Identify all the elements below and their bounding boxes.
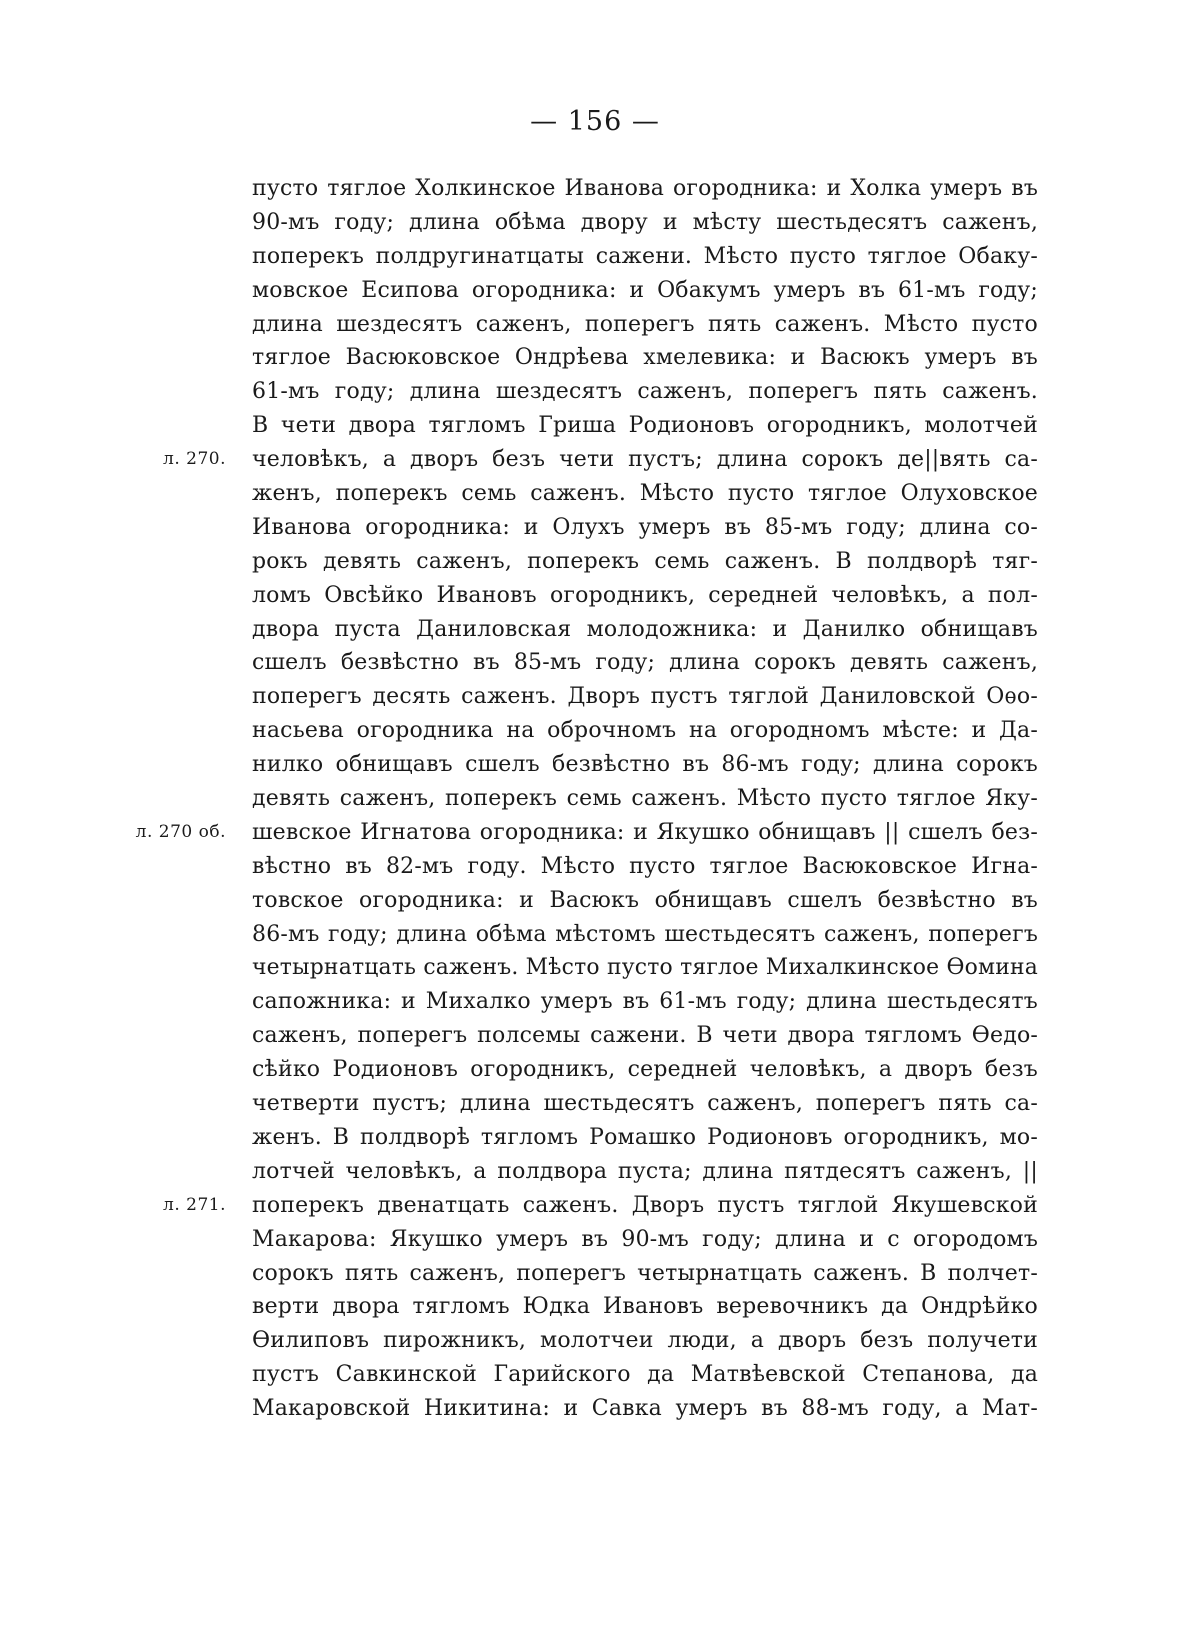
line-text: сапожника: и Михалко умеръ въ 61-мъ году; длина шестьдесятъ — [252, 989, 1038, 1015]
text-line — [252, 884, 1038, 918]
text-line — [252, 680, 1038, 714]
line-text: поперекъ двенатцать саженъ. Дворъ пустъ тяглой Якушевской — [252, 1192, 1038, 1218]
line-text: длина шездесятъ саженъ, поперегъ пять саженъ. Мѣсто пусто — [252, 311, 1038, 337]
text-line — [252, 240, 1038, 274]
line-text: Макаровской Никитина: и Савка умеръ въ 88-мъ году, а Мат- — [252, 1396, 1038, 1422]
line-text: сѣйко Родионовъ огородникъ, середней человѣкъ, а дворъ безъ — [252, 1057, 1038, 1083]
text-line — [252, 1358, 1038, 1392]
text-line — [252, 985, 1038, 1019]
line-text: саженъ, поперегъ полсемы сажени. В чети двора тягломъ Ѳедо- — [252, 1023, 1039, 1049]
text-line — [252, 1223, 1038, 1257]
text-line — [135, 816, 1038, 850]
folio-margin-note: л. 270 об. — [135, 821, 226, 842]
line-text: рокъ девять саженъ, поперекъ семь саженъ. В полдворѣ тяг- — [252, 548, 1038, 574]
text-line — [163, 1189, 1038, 1223]
text-line — [252, 409, 1038, 443]
line-text: нилко обнищавъ сшелъ безвѣстно въ 86-мъ году; длина сорокъ — [252, 752, 1038, 778]
line-text: женъ, поперекъ семь саженъ. Мѣсто пусто тяглое Олуховское — [252, 481, 1039, 507]
text-line — [252, 1053, 1038, 1087]
text-line — [252, 714, 1038, 748]
text-line — [252, 172, 1038, 206]
line-text: лотчей человѣкъ, а полдвора пуста; длина пятдесятъ саженъ, || — [252, 1158, 1038, 1184]
line-text: человѣкъ, а дворъ безъ чети пустъ; длина сорокъ де||вять са- — [252, 447, 1038, 473]
line-text: женъ. В полдворѣ тягломъ Ромашко Родионовъ огородникъ, мо- — [252, 1124, 1038, 1150]
text-line — [252, 1257, 1038, 1291]
line-text: мовское Есипова огородника: и Обакумъ умеръ въ 61-мъ году; — [252, 277, 1038, 303]
line-text: Ѳилиповъ пирожникъ, молотчеи люди, а дворъ безъ получети — [252, 1328, 1039, 1354]
text-line — [252, 850, 1038, 884]
line-text: пустъ Савкинской Гарийского да Матвѣевской Степанова, да — [252, 1362, 1039, 1388]
text-line — [252, 1392, 1038, 1426]
text-line — [252, 375, 1038, 409]
text-line — [252, 1324, 1038, 1358]
line-text: двора пуста Даниловская молодожника: и Данилко обнищавъ — [252, 616, 1038, 642]
line-text: девять саженъ, поперекъ семь саженъ. Мѣсто пусто тяглое Яку- — [252, 786, 1038, 812]
line-text: В чети двора тягломъ Гриша Родионовъ огородникъ, молотчей — [252, 413, 1038, 439]
line-text: четверти пустъ; длина шестьдесятъ саженъ, поперегъ пять са- — [252, 1091, 1038, 1117]
line-text: верти двора тягломъ Юдка Ивановъ веревочникъ да Ондрѣйко — [252, 1294, 1038, 1320]
text-line — [252, 308, 1038, 342]
text-line — [252, 579, 1038, 613]
text-line — [252, 511, 1038, 545]
text-line — [252, 613, 1038, 647]
line-text: сорокъ пять саженъ, поперегъ четырнатцать саженъ. В полчет- — [252, 1260, 1038, 1286]
line-text: пусто тяглое Холкинское Иванова огородника: и Холка умеръ въ — [252, 176, 1039, 201]
line-text: ломъ Овсѣйко Ивановъ огородникъ, середней человѣкъ, а пол- — [252, 582, 1039, 608]
folio-margin-note: л. 271. — [163, 1194, 226, 1215]
text-line — [252, 951, 1038, 985]
line-text: товское огородника: и Васюкъ обнищавъ сшелъ безвѣстно въ — [252, 887, 1039, 913]
line-text: сшелъ безвѣстно въ 85-мъ году; длина сорокъ девять саженъ, — [252, 650, 1039, 676]
page-number: — 156 — — [530, 106, 660, 137]
text-line — [252, 1019, 1038, 1053]
line-text: четырнатцать саженъ. Мѣсто пусто тяглое Михалкинское Ѳомина — [252, 955, 1039, 981]
text-line — [252, 274, 1038, 308]
line-text: вѣстно въ 82-мъ году. Мѣсто пусто тяглое Васюковское Игна- — [252, 853, 1039, 879]
line-text: тяглое Васюковское Ондрѣева хмелевика: и Васюкъ умеръ въ — [252, 345, 1038, 371]
body-text — [135, 172, 1039, 1426]
text-line — [252, 545, 1038, 579]
text-line — [252, 341, 1038, 375]
line-text: поперекъ полдругинатцаты сажени. Мѣсто пусто тяглое Обаку- — [252, 243, 1038, 269]
line-text: 61-мъ году; длина шездесятъ саженъ, поперегъ пять саженъ. — [252, 379, 1038, 405]
text-line — [252, 1155, 1038, 1189]
text-line — [252, 918, 1038, 952]
text-line — [252, 748, 1038, 782]
line-text: Макарова: Якушко умеръ въ 90-мъ году; длина и с огородомъ — [252, 1226, 1039, 1252]
text-line — [252, 1290, 1038, 1324]
line-text: насьева огородника на оброчномъ на огородномъ мѣсте: и Да- — [252, 718, 1038, 744]
line-text: шевское Игнатова огородника: и Якушко обнищавъ || сшелъ без- — [252, 819, 1038, 845]
text-line — [252, 1121, 1038, 1155]
text-line — [163, 443, 1038, 477]
line-text: 90-мъ году; длина обѣма двору и мѣсту шестьдесятъ саженъ, — [252, 209, 1039, 235]
text-line — [252, 782, 1038, 816]
text-line — [252, 206, 1038, 240]
text-line — [252, 477, 1038, 511]
text-line — [252, 1087, 1038, 1121]
line-text: 86-мъ году; длина обѣма мѣстомъ шестьдесятъ саженъ, поперегъ — [252, 921, 1039, 947]
line-text: Иванова огородника: и Олухъ умеръ въ 85-мъ году; длина со- — [252, 514, 1038, 540]
folio-margin-note: л. 270. — [163, 449, 226, 470]
line-text: поперегъ десять саженъ. Дворъ пустъ тяглой Даниловской Оѳо- — [252, 684, 1038, 710]
text-line — [252, 646, 1038, 680]
